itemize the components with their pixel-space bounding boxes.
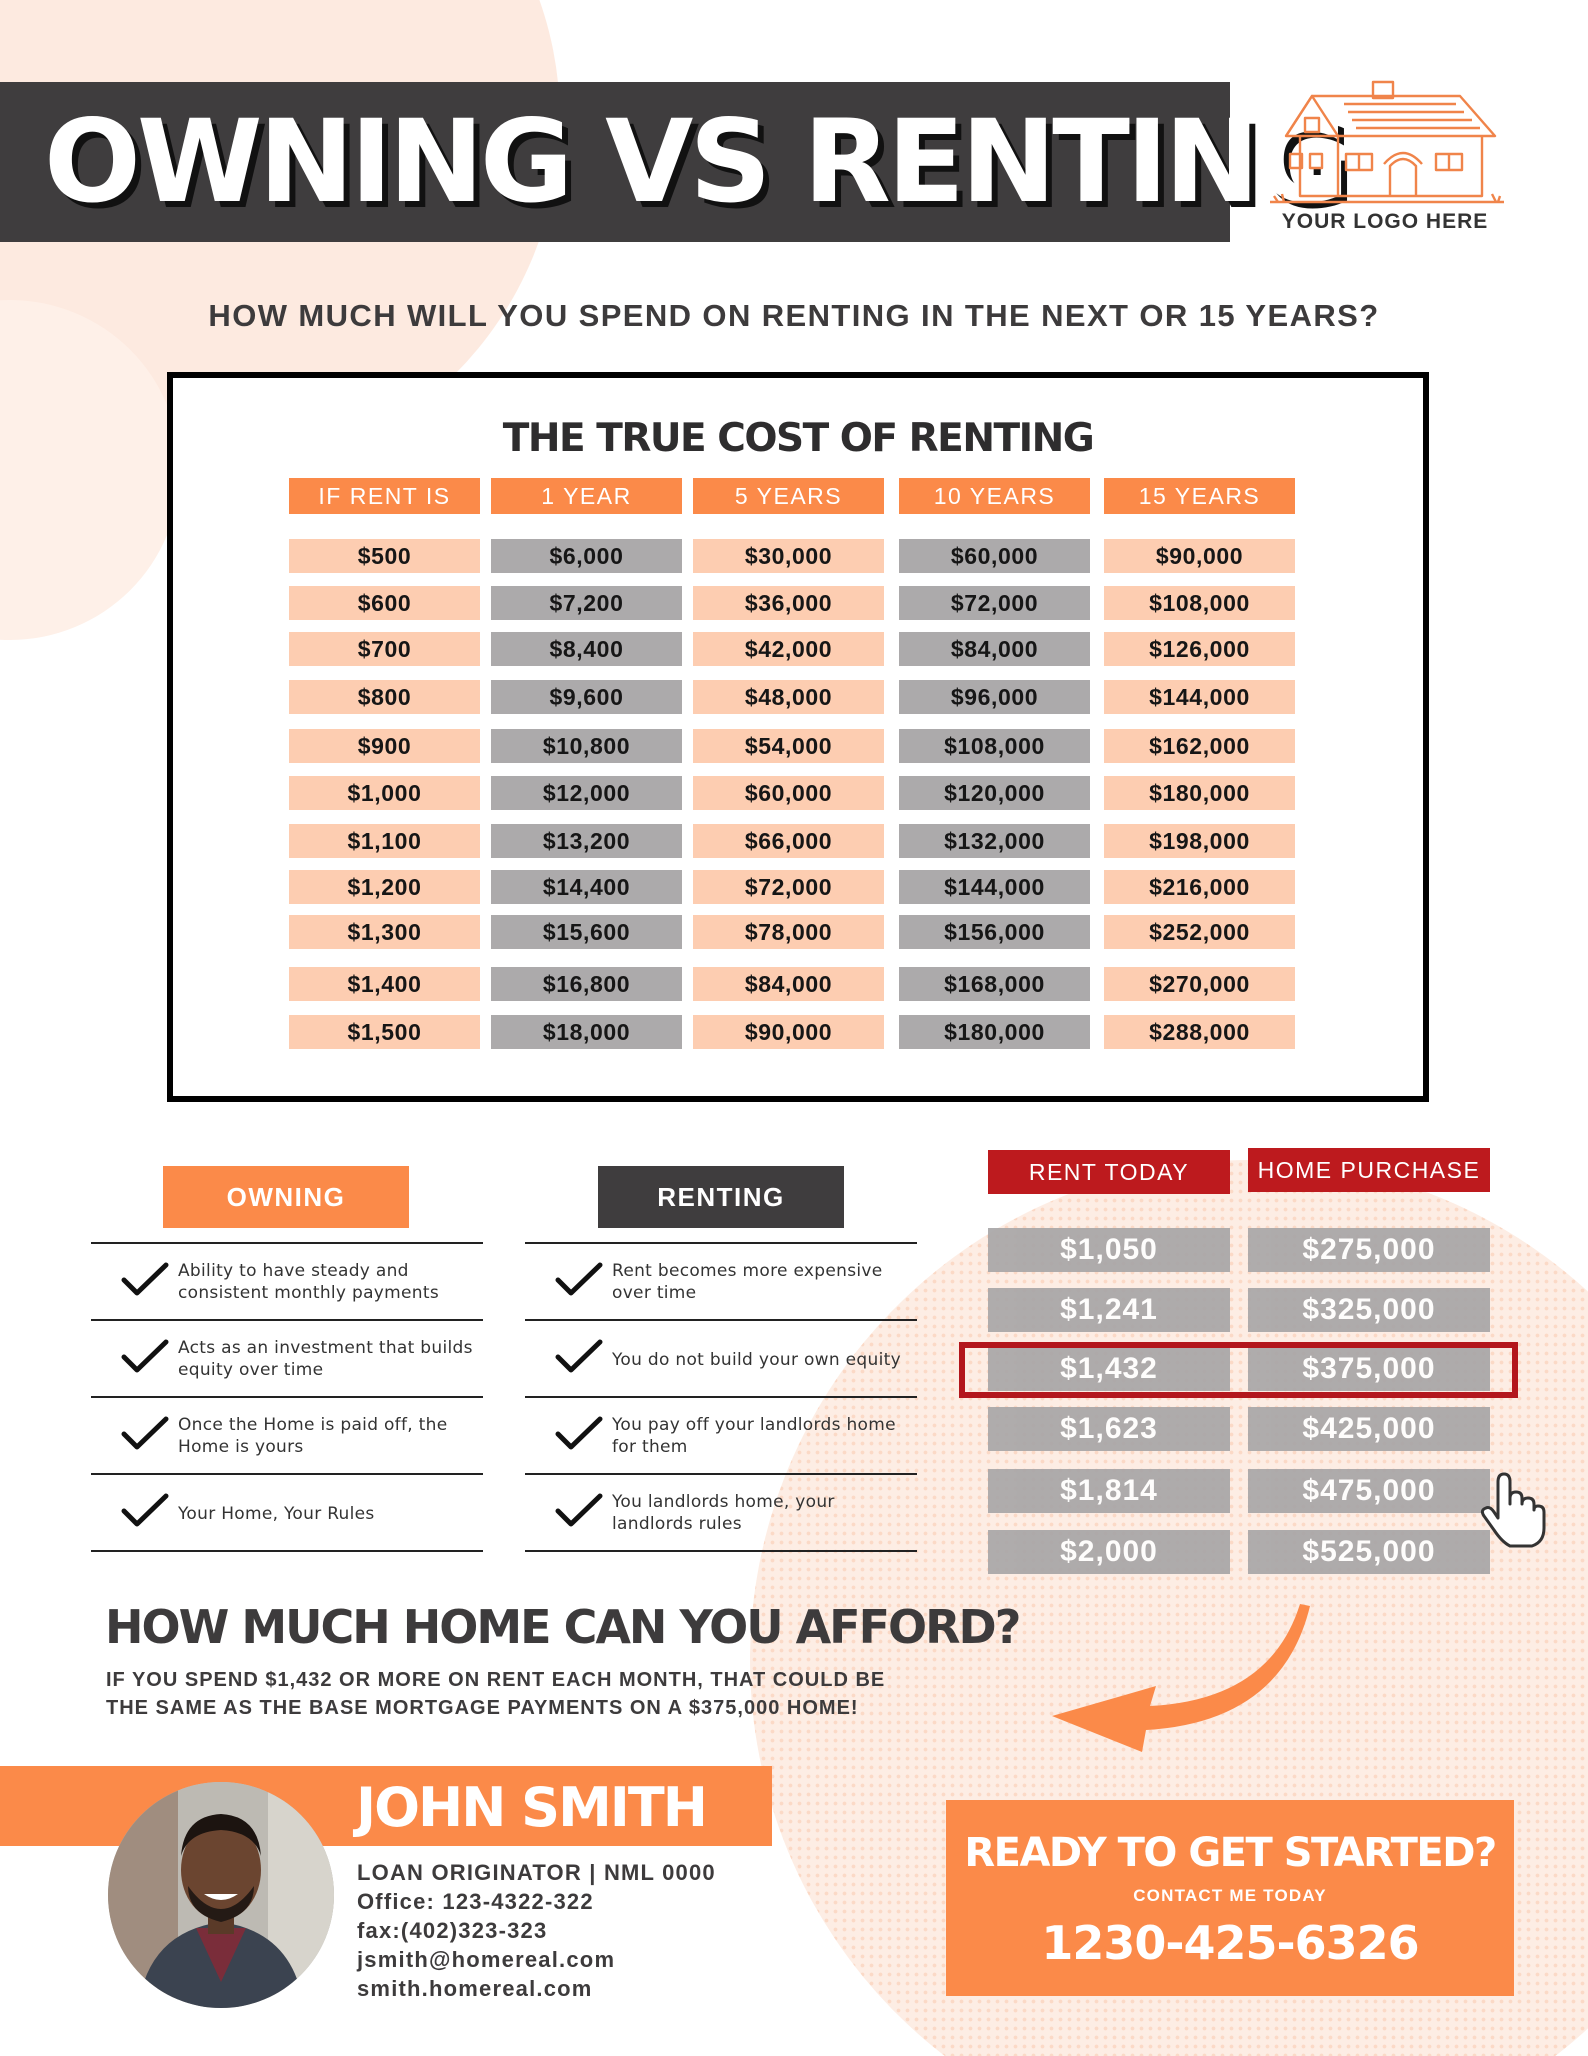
list-item: [525, 1396, 917, 1470]
question-heading: HOW MUCH WILL YOU SPEND ON RENTING IN THE NEXT OR 15 YEARS?: [208, 298, 1380, 333]
table-cell: $180,000: [1104, 776, 1295, 810]
rent-value-cell: $1,432: [988, 1347, 1230, 1391]
cta-title: READY TO GET STARTED?: [964, 1830, 1496, 1876]
table-cell: $108,000: [1104, 586, 1295, 620]
check-icon: [121, 1339, 169, 1379]
list-item-text: [612, 1491, 835, 1535]
table-cell: $12,000: [491, 776, 682, 810]
renting-label: RENTING: [598, 1166, 844, 1228]
table-header-cell: 5 YEARS: [693, 478, 884, 514]
home-value-cell: $275,000: [1248, 1228, 1490, 1272]
table-cell: $800: [289, 680, 480, 714]
table-cell: $48,000: [693, 680, 884, 714]
house-logo-icon: [1260, 78, 1510, 208]
list-item-line: You landlords home, your: [612, 1492, 835, 1512]
table-cell: $1,300: [289, 915, 480, 949]
list-item-text: [612, 1349, 901, 1371]
table-cell: $84,000: [693, 967, 884, 1001]
table-cell: $60,000: [693, 776, 884, 810]
table-cell: $54,000: [693, 729, 884, 763]
list-item-line: You pay off your landlords home: [612, 1415, 896, 1435]
rent-value-cell: $1,814: [988, 1469, 1230, 1513]
table-cell: $13,200: [491, 824, 682, 858]
list-item-line: Home is yours: [178, 1437, 304, 1457]
list-item: [91, 1319, 483, 1393]
table-cell: $156,000: [899, 915, 1090, 949]
rent-today-header: RENT TODAY: [988, 1150, 1230, 1194]
list-item-line: Your Home, Your Rules: [178, 1504, 375, 1524]
agent-photo: [108, 1782, 334, 2008]
list-item: [91, 1396, 483, 1470]
list-item-text: [178, 1337, 473, 1381]
avatar: [108, 1782, 334, 2008]
table-cell: $90,000: [693, 1015, 884, 1049]
table-cell: $1,000: [289, 776, 480, 810]
list-item-text: [612, 1260, 883, 1304]
home-value-cell: $525,000: [1248, 1530, 1490, 1574]
table-cell: $8,400: [491, 632, 682, 666]
rent-value-cell: $2,000: [988, 1530, 1230, 1574]
logo-text: YOUR LOGO HERE: [1281, 210, 1489, 233]
check-icon: [555, 1416, 603, 1456]
table-cell: $96,000: [899, 680, 1090, 714]
cta-phone[interactable]: 1230-425-6326: [1041, 1916, 1419, 1970]
table-cell: $42,000: [693, 632, 884, 666]
rent-value-cell: $1,241: [988, 1288, 1230, 1332]
table-cell: $900: [289, 729, 480, 763]
list-divider: [525, 1550, 917, 1552]
table-cell: $10,800: [491, 729, 682, 763]
table-cell: $1,100: [289, 824, 480, 858]
table-cell: $9,600: [491, 680, 682, 714]
curved-arrow-icon: [1030, 1600, 1320, 1760]
home-value-cell: $425,000: [1248, 1407, 1490, 1451]
list-item: [525, 1242, 917, 1316]
table-cell: $36,000: [693, 586, 884, 620]
table-header-cell: IF RENT IS: [289, 478, 480, 514]
table-cell: $198,000: [1104, 824, 1295, 858]
table-cell: $700: [289, 632, 480, 666]
table-cell: $1,500: [289, 1015, 480, 1049]
table-cell: $7,200: [491, 586, 682, 620]
list-item: [91, 1473, 483, 1547]
list-item: [525, 1473, 917, 1547]
table-cell: $16,800: [491, 967, 682, 1001]
home-value-cell: $325,000: [1248, 1288, 1490, 1332]
table-cell: $14,400: [491, 870, 682, 904]
table-cell: $252,000: [1104, 915, 1295, 949]
table-cell: $78,000: [693, 915, 884, 949]
table-cell: $6,000: [491, 539, 682, 573]
cta-subtitle: CONTACT ME TODAY: [1133, 1886, 1327, 1905]
table-cell: $180,000: [899, 1015, 1090, 1049]
check-icon: [121, 1416, 169, 1456]
table-header-cell: 10 YEARS: [899, 478, 1090, 514]
list-item: [525, 1319, 917, 1393]
list-item-text: [178, 1503, 375, 1525]
afford-title: HOW MUCH HOME CAN YOU AFFORD?: [105, 1600, 1020, 1654]
list-item-line: You do not build your own equity: [612, 1350, 901, 1370]
table-header-cell: 1 YEAR: [491, 478, 682, 514]
cost-table: [167, 372, 1429, 1102]
table-cell: $288,000: [1104, 1015, 1295, 1049]
check-icon: [121, 1262, 169, 1302]
check-icon: [555, 1493, 603, 1533]
list-item-line: equity over time: [178, 1360, 324, 1380]
agent-role: LOAN ORIGINATOR | NML 0000: [357, 1860, 716, 1885]
list-item-line: Rent becomes more expensive: [612, 1261, 883, 1281]
list-item-line: Ability to have steady and: [178, 1261, 409, 1281]
rent-value-cell: $1,050: [988, 1228, 1230, 1272]
list-item: [91, 1242, 483, 1316]
table-cell: $18,000: [491, 1015, 682, 1049]
list-item-line: Once the Home is paid off, the: [178, 1415, 448, 1435]
rent-value-cell: $1,623: [988, 1407, 1230, 1451]
list-item-text: [612, 1414, 896, 1458]
table-cell: $144,000: [1104, 680, 1295, 714]
table-cell: $600: [289, 586, 480, 620]
agent-fax: fax:(402)323-323: [357, 1918, 548, 1943]
afford-text: [106, 1666, 986, 1722]
logo: [1255, 78, 1515, 258]
table-cell: $144,000: [899, 870, 1090, 904]
table-title: THE TRUE COST OF RENTING: [502, 416, 1094, 461]
agent-email[interactable]: jsmith@homereal.com: [357, 1947, 616, 1972]
table-cell: $500: [289, 539, 480, 573]
agent-name: JOHN SMITH: [356, 1776, 706, 1839]
table-cell: $1,200: [289, 870, 480, 904]
list-item-text: [178, 1260, 439, 1304]
table-header-cell: 15 YEARS: [1104, 478, 1295, 514]
afford-line-1: IF YOU SPEND $1,432 OR MORE ON RENT EACH MONTH, THAT COULD BE: [106, 1669, 886, 1691]
table-cell: $72,000: [899, 586, 1090, 620]
home-value-cell: $475,000: [1248, 1469, 1490, 1513]
list-item-line: landlords rules: [612, 1514, 742, 1534]
agent-website[interactable]: smith.homereal.com: [357, 1976, 593, 2001]
page-title: OWNING VS RENTING: [44, 95, 1346, 228]
list-item-line: over time: [612, 1283, 697, 1303]
table-cell: $15,600: [491, 915, 682, 949]
table-cell: $84,000: [899, 632, 1090, 666]
list-item-line: for them: [612, 1437, 688, 1457]
table-cell: $168,000: [899, 967, 1090, 1001]
highlight-box: [959, 1342, 1518, 1398]
check-icon: [555, 1339, 603, 1379]
table-cell: $72,000: [693, 870, 884, 904]
owning-label: OWNING: [163, 1166, 409, 1228]
table-cell: $66,000: [693, 824, 884, 858]
table-cell: $162,000: [1104, 729, 1295, 763]
table-cell: $30,000: [693, 539, 884, 573]
table-cell: $90,000: [1104, 539, 1295, 573]
list-divider: [91, 1550, 483, 1552]
home-purchase-header: HOME PURCHASE: [1248, 1148, 1490, 1192]
table-cell: $270,000: [1104, 967, 1295, 1001]
list-item-line: Acts as an investment that builds: [178, 1338, 473, 1358]
list-item-text: [178, 1414, 447, 1458]
home-value-cell: $375,000: [1248, 1347, 1490, 1391]
agent-office: Office: 123-4322-322: [357, 1889, 594, 1914]
table-cell: $108,000: [899, 729, 1090, 763]
table-cell: $1,400: [289, 967, 480, 1001]
table-cell: $126,000: [1104, 632, 1295, 666]
check-icon: [121, 1493, 169, 1533]
afford-line-2: THE SAME AS THE BASE MORTGAGE PAYMENTS ON A $375,000 HOME!: [106, 1697, 859, 1719]
table-cell: $132,000: [899, 824, 1090, 858]
agent-contact: [357, 1858, 716, 2003]
list-item-line: consistent monthly payments: [178, 1283, 439, 1303]
table-cell: $120,000: [899, 776, 1090, 810]
table-cell: $216,000: [1104, 870, 1295, 904]
hand-pointer-icon: [1478, 1470, 1546, 1550]
check-icon: [555, 1262, 603, 1302]
cta-box: [946, 1800, 1514, 1996]
table-cell: $60,000: [899, 539, 1090, 573]
